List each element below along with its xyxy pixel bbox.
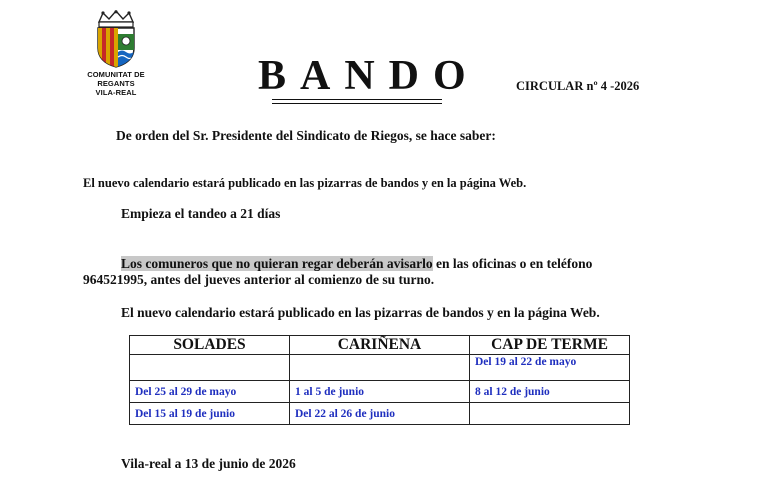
column-header-solades: SOLADES [130, 336, 290, 355]
tandeo-text: Empieza el tandeo a 21 días [121, 206, 281, 221]
title-underline [272, 99, 442, 104]
table-cell [130, 355, 290, 381]
highlighted-text: Los comuneros que no quieran regar deberán avisarlo [121, 256, 433, 271]
comuneros-text-line2: 964521995, antes del jueves anterior al comienzo de su turno. [83, 272, 435, 287]
circular-number: CIRCULAR nº 4 -2026 [516, 79, 640, 93]
table-row [130, 381, 630, 403]
logo-line1: COMUNITAT DE REGANTS [87, 70, 145, 88]
table-cell: Del 25 al 29 de mayo [130, 381, 290, 403]
page-title: BANDO [258, 53, 480, 99]
table-cell: Del 15 al 19 de junio [130, 403, 290, 425]
logo-line2: VILA-REAL [95, 88, 137, 97]
notice-text-2: El nuevo calendario estará publicado en las pizarras de bandos y en la página Web. [121, 305, 600, 320]
table-cell [290, 355, 470, 381]
logo [70, 10, 162, 97]
table-cell: 1 al 5 de junio [290, 381, 470, 403]
comuneros-text-rest: en las oficinas o en teléfono [432, 256, 593, 271]
notice-text-1: El nuevo calendario estará publicado en las pizarras de bandos y en la página Web. [83, 176, 527, 190]
column-header-carinena: CARIÑENA [290, 336, 470, 355]
coat-of-arms-icon [89, 10, 143, 68]
table-cell: 8 al 12 de junio [470, 381, 630, 403]
comuneros-text [121, 256, 592, 272]
table-header-row [130, 336, 630, 355]
table-cell [470, 403, 630, 425]
table-row [130, 355, 630, 381]
table-cell: Del 19 al 22 de mayo [470, 355, 630, 381]
calendar-table [129, 335, 630, 425]
table-cell: Del 22 al 26 de junio [290, 403, 470, 425]
intro-text: De orden del Sr. Presidente del Sindicato de Riegos, se hace saber: [116, 128, 496, 143]
table-row [130, 403, 630, 425]
footer-date: Vila-real a 13 de junio de 2026 [121, 456, 296, 471]
column-header-cap-de-terme: CAP DE TERME [470, 336, 630, 355]
